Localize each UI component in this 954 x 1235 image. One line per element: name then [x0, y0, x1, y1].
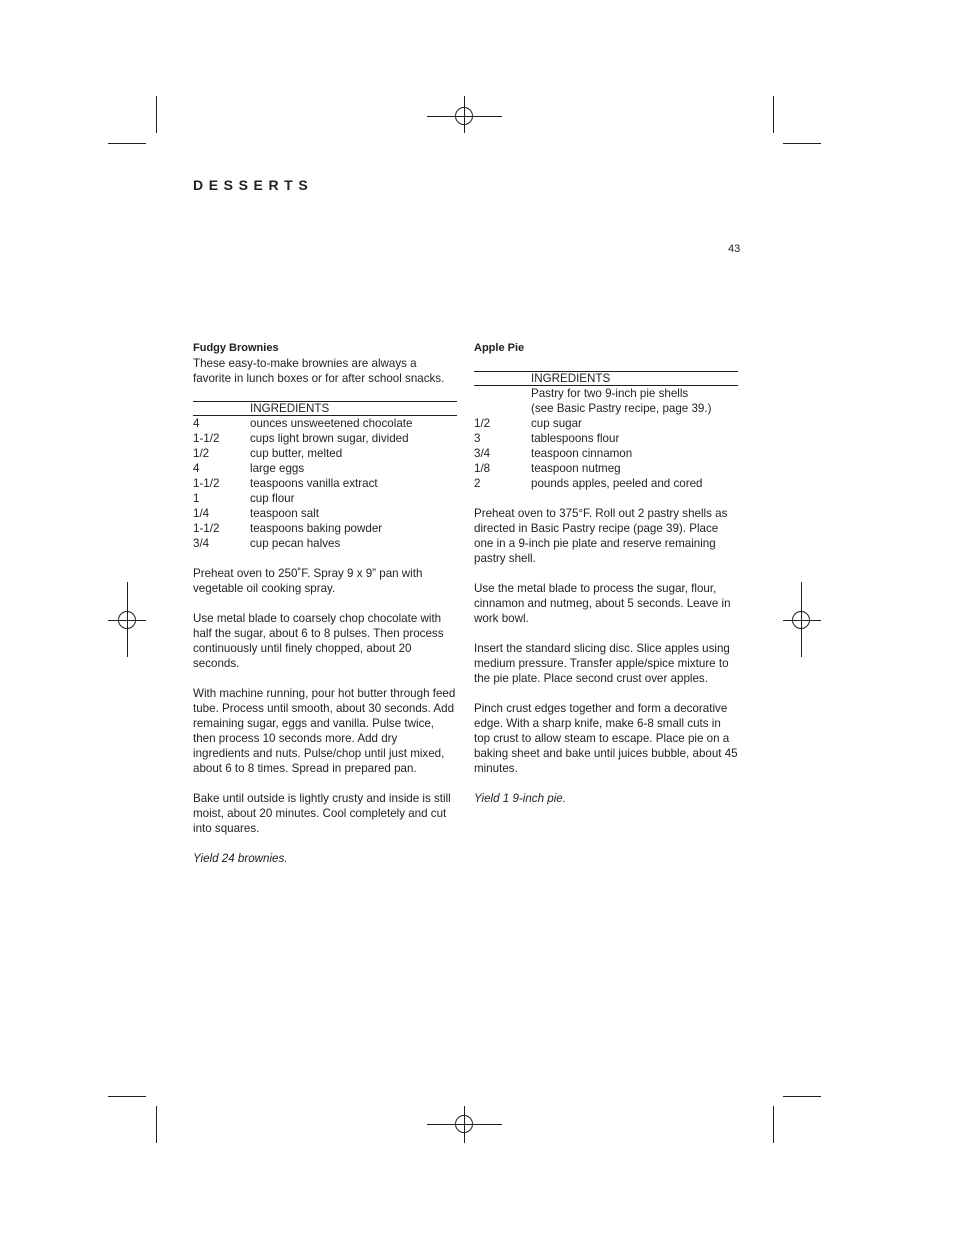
ingredients-header: INGREDIENTS [531, 372, 738, 386]
ingredients-header: INGREDIENTS [250, 402, 457, 416]
recipe-apple-pie [474, 341, 738, 806]
ingredient-qty: 1/2 [474, 417, 491, 430]
ingredient-item: teaspoon nutmeg [531, 462, 621, 475]
ingredients-header-row [474, 372, 738, 386]
ingredient-qty: 1-1/2 [193, 477, 220, 490]
ingredient-row [193, 431, 457, 446]
recipe-intro: These easy-to-make brownies are always a favorite in lunch boxes or for after school snacks. [193, 357, 445, 385]
ingredient-item: teaspoons vanilla extract [250, 477, 378, 490]
ingredient-item: cup pecan halves [250, 537, 341, 550]
recipe-step: Insert the standard slicing disc. Slice apples using medium pressure. Transfer apple/spice mixture to the pie plate. Place second crust over apples. [474, 642, 730, 685]
ingredient-qty: 1-1/2 [193, 522, 220, 535]
ingredient-qty: 4 [193, 462, 200, 475]
ingredient-row [474, 431, 738, 446]
recipe-fudgy-brownies [193, 341, 457, 866]
ingredient-row [193, 446, 457, 461]
recipe-title: Fudgy Brownies [193, 342, 279, 354]
ingredient-row [474, 386, 738, 402]
ingredients-table [193, 401, 457, 551]
section-title: DESSERTS [193, 177, 314, 193]
crop-mark-top-right-v [773, 96, 774, 133]
recipe-step: Use the metal blade to process the sugar, flour, cinnamon and nutmeg, about 5 seconds. Leave in work bowl. [474, 582, 731, 625]
ingredient-item: tablespoons flour [531, 432, 620, 445]
ingredient-row [474, 461, 738, 476]
ingredient-item: cups light brown sugar, divided [250, 432, 409, 445]
ingredient-item: ounces unsweetened chocolate [250, 417, 413, 430]
ingredient-qty: 4 [193, 417, 200, 430]
ingredient-row [474, 446, 738, 461]
ingredient-row [193, 491, 457, 506]
ingredient-qty [474, 386, 531, 402]
ingredient-row [193, 521, 457, 536]
recipe-title: Apple Pie [474, 342, 525, 354]
ingredient-row [474, 416, 738, 431]
ingredient-qty: 1/2 [193, 447, 210, 460]
crop-mark-top-left-h [108, 143, 146, 144]
ingredient-row [193, 506, 457, 521]
ingredient-item: (see Basic Pastry recipe, page 39.) [531, 402, 712, 415]
crop-mark-bottom-right-v [773, 1106, 774, 1143]
ingredient-qty: 1-1/2 [193, 432, 220, 445]
recipe-step: Preheat oven to 250˚F. Spray 9 x 9” pan with vegetable oil cooking spray. [193, 567, 423, 595]
ingredient-qty [474, 401, 531, 416]
recipe-yield: Yield 1 9-inch pie. [474, 792, 566, 805]
ingredient-qty: 2 [474, 477, 481, 490]
ingredient-qty: 3/4 [193, 537, 210, 550]
ingredient-item: Pastry for two 9-inch pie shells [531, 387, 689, 400]
recipe-step: Use metal blade to coarsely chop chocolate with half the sugar, about 6 to 8 pulses. Then process continuously until finely chopped, about 20 seconds. [193, 612, 444, 670]
ingredient-qty: 1 [193, 492, 200, 505]
recipe-steps [193, 566, 457, 836]
recipe-steps [474, 506, 738, 776]
ingredient-item: teaspoon cinnamon [531, 447, 633, 460]
ingredient-row [193, 461, 457, 476]
ingredient-item: teaspoons baking powder [250, 522, 383, 535]
ingredients-table [474, 371, 738, 491]
page-number: 43 [728, 243, 741, 255]
ingredient-row [193, 476, 457, 491]
ingredient-qty: 3 [474, 432, 481, 445]
ingredient-qty: 3/4 [474, 447, 491, 460]
recipe-step: Pinch crust edges together and form a decorative edge. With a sharp knife, make 6-8 small cuts in top crust to allow steam to escape. Place pie on a baking sheet and bake until juices bubble, about 45 minutes. [474, 702, 738, 775]
ingredient-row [193, 536, 457, 551]
ingredient-item: pounds apples, peeled and cored [531, 477, 703, 490]
crop-mark-top-right-h [783, 143, 821, 144]
recipe-yield: Yield 24 brownies. [193, 852, 288, 865]
ingredient-item: large eggs [250, 462, 305, 475]
recipe-step: With machine running, pour hot butter through feed tube. Process until smooth, about 30 seconds. Add remaining sugar, eggs and vanilla. Pulse twice, then process 10 seconds more. Add dry ingredients and nuts. Pulse/chop until just mixed, about 6 to 8 times. Spread in prepared pan. [193, 687, 456, 775]
crop-mark-bottom-left-h [108, 1096, 146, 1097]
crop-mark-bottom-left-v [156, 1106, 157, 1143]
recipe-step: Bake until outside is lightly crusty and inside is still moist, about 20 minutes. Cool completely and cut into squares. [193, 792, 451, 835]
ingredient-item: teaspoon salt [250, 507, 319, 520]
ingredient-qty: 1/8 [474, 462, 491, 475]
ingredient-item: cup flour [250, 492, 295, 505]
ingredients-header-row [193, 402, 457, 416]
ingredient-item: cup sugar [531, 417, 582, 430]
crop-mark-top-left-v [156, 96, 157, 133]
ingredient-row [474, 401, 738, 416]
ingredient-qty: 1/4 [193, 507, 210, 520]
crop-mark-bottom-right-h [783, 1096, 821, 1097]
ingredient-row [193, 416, 457, 432]
ingredient-item: cup butter, melted [250, 447, 343, 460]
recipe-step: Preheat oven to 375°F. Roll out 2 pastry shells as directed in Basic Pastry recipe (page 39). Place one in a 9-inch pie plate and reserve remaining pastry shell. [474, 507, 728, 565]
ingredient-row [474, 476, 738, 491]
